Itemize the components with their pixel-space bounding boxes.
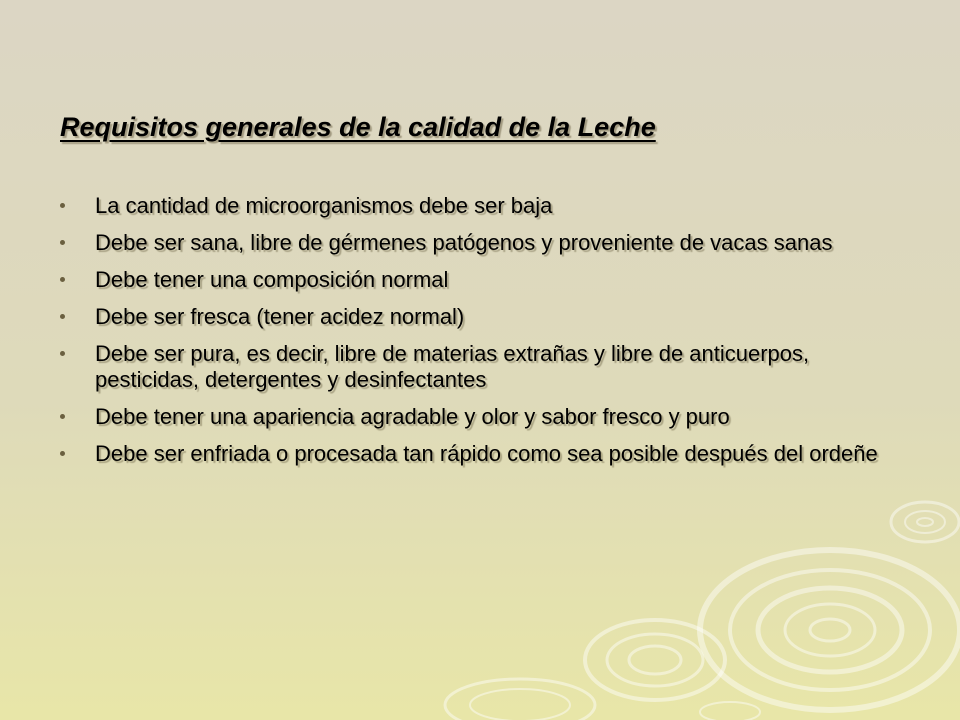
bullet-item xyxy=(58,404,888,430)
bullet-dot-icon xyxy=(60,314,65,319)
bullet-item xyxy=(58,341,888,393)
bullet-text: Debe ser sana, libre de gérmenes patógenos y proveniente de vacas sanas xyxy=(95,230,833,255)
bullet-text: La cantidad de microorganismos debe ser baja xyxy=(95,193,553,218)
bullet-list xyxy=(58,193,888,478)
bullet-item xyxy=(58,267,888,293)
bullet-text: Debe tener una composición normal xyxy=(95,267,449,292)
bullet-item xyxy=(58,230,888,256)
bullet-dot-icon xyxy=(60,240,65,245)
bullet-item xyxy=(58,193,888,219)
bullet-dot-icon xyxy=(60,203,65,208)
bullet-text: Debe tener una apariencia agradable y olor y sabor fresco y puro xyxy=(95,404,730,429)
slide-title: Requisitos generales de la calidad de la Leche xyxy=(60,112,656,142)
bullet-dot-icon xyxy=(60,414,65,419)
bullet-item xyxy=(58,441,888,467)
bullet-text: Debe ser pura, es decir, libre de materias extrañas y libre de anticuerpos, pesticidas, detergentes y desinfectantes xyxy=(95,341,810,392)
bullet-dot-icon xyxy=(60,351,65,356)
bullet-dot-icon xyxy=(60,277,65,282)
bullet-text: Debe ser enfriada o procesada tan rápido como sea posible después del ordeñe xyxy=(95,441,878,466)
bullet-text: Debe ser fresca (tener acidez normal) xyxy=(95,304,465,329)
bullet-dot-icon xyxy=(60,451,65,456)
bullet-item xyxy=(58,304,888,330)
